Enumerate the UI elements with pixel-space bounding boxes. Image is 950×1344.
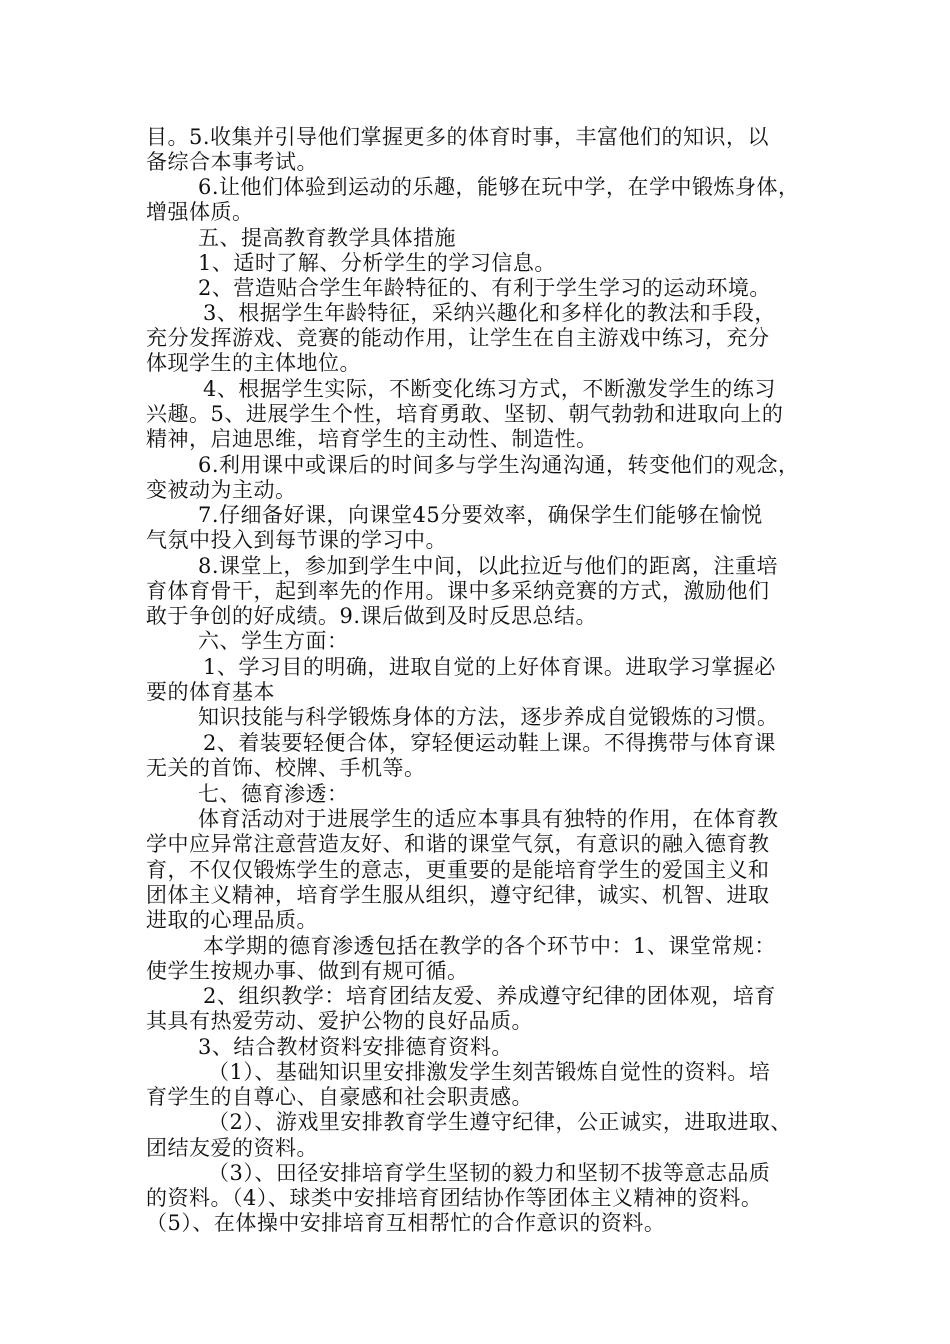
text-line: 备综合本事考试。 xyxy=(146,150,318,174)
text-line: 无关的首饰、校牌、手机等。 xyxy=(146,756,426,780)
text-line: 进取的心理品质。 xyxy=(146,908,318,932)
text-line: 的资料。（4）、球类中安排培育团结协作等团体主义精神的资料。 xyxy=(146,1186,763,1210)
text-line: 知识技能与科学锻炼身体的方法，逐步养成自觉锻炼的习惯。 xyxy=(198,705,779,729)
text-line: 育学生的自尊心、自豪感和社会职责感。 xyxy=(146,1085,533,1109)
text-line: 6.让他们体验到运动的乐趣，能够在玩中学，在学中锻炼身体， xyxy=(198,175,800,199)
text-line: 2、营造贴合学生年龄特征的、有利于学生学习的运动环境。 xyxy=(198,276,771,300)
text-line: 7.仔细备好课，向课堂45分要效率，确保学生们能够在愉悦 xyxy=(198,503,763,527)
text-line: 体育活动对于进展学生的适应本事具有独特的作用，在体育教 xyxy=(198,807,779,831)
text-line: 精神，启迪思维，培育学生的主动性、制造性。 xyxy=(146,427,598,451)
text-line: 团结友爱的资料。 xyxy=(146,1136,318,1160)
text-line: 目。5.收集并引导他们掌握更多的体育时事，丰富他们的知识，以 xyxy=(146,125,770,149)
section-heading: 六、学生方面： xyxy=(198,629,349,653)
section-heading: 七、德育渗透： xyxy=(198,782,349,806)
text-line: （2）、游戏里安排教育学生遵守纪律，公正诚实，进取进取、 xyxy=(208,1110,792,1134)
text-line: 要的体育基本 xyxy=(146,680,275,704)
section-heading: 五、提高教育教学具体措施 xyxy=(198,226,456,250)
text-line: 育，不仅仅锻炼学生的意志，更重要的是能培育学生的爱国主义和 xyxy=(146,858,770,882)
text-line: 兴趣。5、进展学生个性，培育勇敢、坚韧、朝气勃勃和进取向上的 xyxy=(146,402,784,426)
text-line: 团体主义精神，培育学生服从组织，遵守纪律，诚实、机智、进取 xyxy=(146,883,770,907)
text-line: 8.课堂上，参加到学生中间，以此拉近与他们的距离，注重培 xyxy=(198,554,779,578)
text-line: 气氛中投入到每节课的学习中。 xyxy=(146,528,447,552)
text-line: 4、根据学生实际，不断变化练习方式，不断激发学生的练习 xyxy=(203,377,776,401)
text-line: 使学生按规办事、做到有规可循。 xyxy=(146,959,469,983)
text-line: 1、适时了解、分析学生的学习信息。 xyxy=(198,251,556,275)
text-line: 育体育骨干，起到率先的作用。课中多采纳竞赛的方式，激励他们 xyxy=(146,579,770,603)
text-line: 本学期的德育渗透包括在教学的各个环节中：1、课堂常规： xyxy=(203,934,776,958)
text-line: 其具有热爱劳动、爱护公物的良好品质。 xyxy=(146,1009,533,1033)
text-line: 3、结合教材资料安排德育资料。 xyxy=(198,1035,513,1059)
text-line: 体现学生的主体地位。 xyxy=(146,351,361,375)
text-line: 1、学习目的明确，进取自觉的上好体育课。进取学习掌握必 xyxy=(203,655,776,679)
text-line: 2、组织教学：培育团结友爱、养成遵守纪律的团体观，培育 xyxy=(203,984,776,1008)
text-line: 3、根据学生年龄特征，采纳兴趣化和多样化的教法和手段， xyxy=(203,301,776,325)
text-line: （1）、基础知识里安排激发学生刻苦锻炼自觉性的资料。培 xyxy=(208,1060,771,1084)
text-line: 学中应异常注意营造友好、和谐的课堂气氛，有意识的融入德育教 xyxy=(146,832,770,856)
text-line: 增强体质。 xyxy=(146,200,254,224)
text-line: （5）、在体操中安排培育互相帮忙的合作意识的资料。 xyxy=(146,1211,666,1235)
text-line: （3）、田径安排培育学生坚韧的毅力和坚韧不拔等意志品质 xyxy=(208,1161,771,1185)
text-line: 6.利用课中或课后的时间多与学生沟通沟通，转变他们的观念， xyxy=(198,453,800,477)
text-line: 充分发挥游戏、竞赛的能动作用，让学生在自主游戏中练习，充分 xyxy=(146,326,770,350)
text-line: 变被动为主动。 xyxy=(146,478,297,502)
text-line: 敢于争创的好成绩。9.课后做到及时反思总结。 xyxy=(146,604,598,628)
text-line: 2、着装要轻便合体，穿轻便运动鞋上课。不得携带与体育课 xyxy=(203,731,776,755)
